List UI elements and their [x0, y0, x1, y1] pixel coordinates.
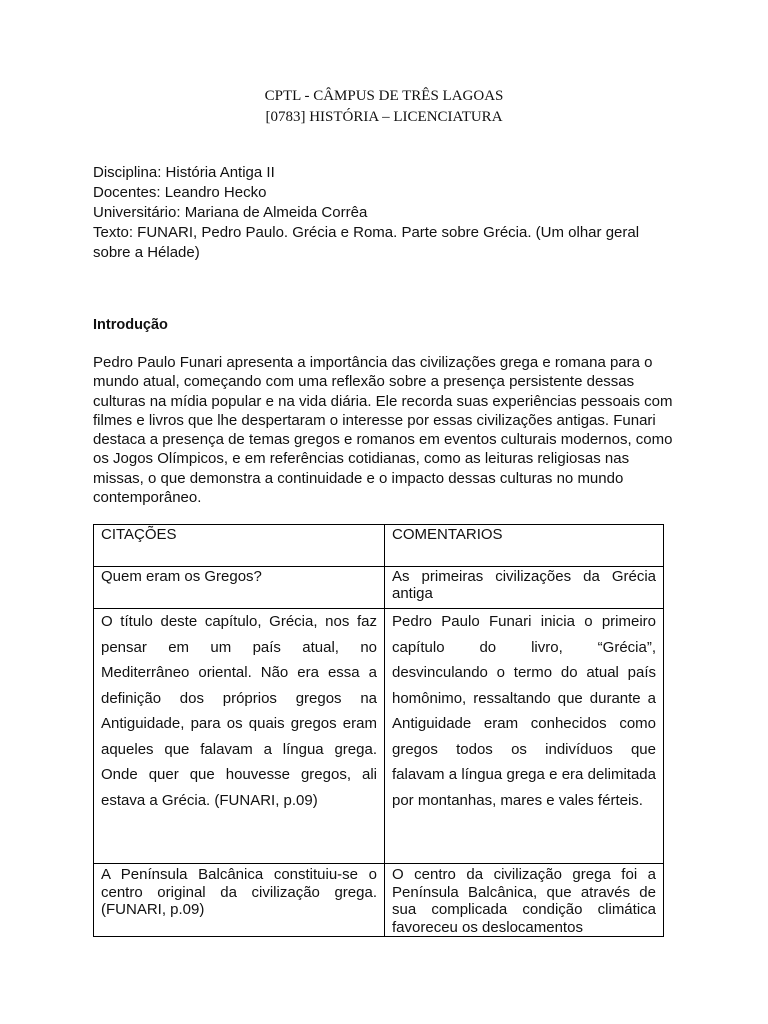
teachers-line: Docentes: Leandro Hecko	[93, 184, 267, 201]
discipline-line: Disciplina: História Antiga II	[93, 164, 275, 181]
text-reference-line: Texto: FUNARI, Pedro Paulo. Grécia e Roma. Parte sobre Grécia. (Um olhar geral sobre a Hélade)	[93, 224, 640, 261]
intro-paragraph: Pedro Paulo Funari apresenta a importância das civilizações grega e romana para o mundo atual, começando com uma reflexão sobre a presença persistente dessas culturas na mídia popular e na vida diária. Ele recorda suas experiências pessoais com filmes e livros que lhe despertaram o interesse por essas civilizações antigas. Funari destaca a presença de temas gregos e romanos em eventos culturais modernos, como os Jogos Olímpicos, e em referências cotidianas, como as leituras religiosas nas missas, o que demonstra a continuidade e o impacto dessas culturas no mundo contemporâneo.	[93, 354, 673, 507]
quotes-table	[93, 524, 664, 937]
document-meta	[93, 163, 673, 263]
table-row	[94, 864, 664, 937]
campus-title: CPTL - CÂMPUS DE TRÊS LAGOAS	[264, 88, 504, 104]
quote-cell: O título deste capítulo, Grécia, nos faz pensar em um país atual, no Mediterrâneo oriental. Não era essa a definição dos próprios gregos na Antiguidade, para os quais gregos eram aqueles que falavam a língua grega. Onde quer que houvesse gregos, ali estava a Grécia. (FUNARI, p.09)	[94, 609, 385, 864]
student-line: Universitário: Mariana de Almeida Corrêa	[93, 204, 368, 221]
header-comentarios: COMENTARIOS	[385, 525, 664, 567]
comment-cell: O centro da civilização grega foi a Península Balcânica, que através de sua complicada condição climática favoreceu os deslocamentos	[385, 864, 664, 937]
table-row	[94, 567, 664, 609]
table-row	[94, 609, 664, 864]
quote-cell: A Península Balcânica constituiu-se o centro original da civilização grega. (FUNARI, p.09)	[94, 864, 385, 937]
document-header	[0, 86, 768, 128]
course-title: [0783] HISTÓRIA – LICENCIATURA	[265, 109, 503, 125]
intro-heading: Introdução	[93, 317, 168, 333]
header-citacoes: CITAÇÕES	[94, 525, 385, 567]
quote-cell: Quem eram os Gregos?	[94, 567, 385, 609]
comment-cell: As primeiras civilizações da Grécia antiga	[385, 567, 664, 609]
table-header-row	[94, 525, 664, 567]
comment-cell: Pedro Paulo Funari inicia o primeiro capítulo do livro, “Grécia”, desvinculando o termo do atual país homônimo, ressaltando que durante a Antiguidade eram conhecidos como gregos todos os indivíduos que falavam a língua grega e era delimitada por montanhas, mares e vales férteis.	[385, 609, 664, 864]
